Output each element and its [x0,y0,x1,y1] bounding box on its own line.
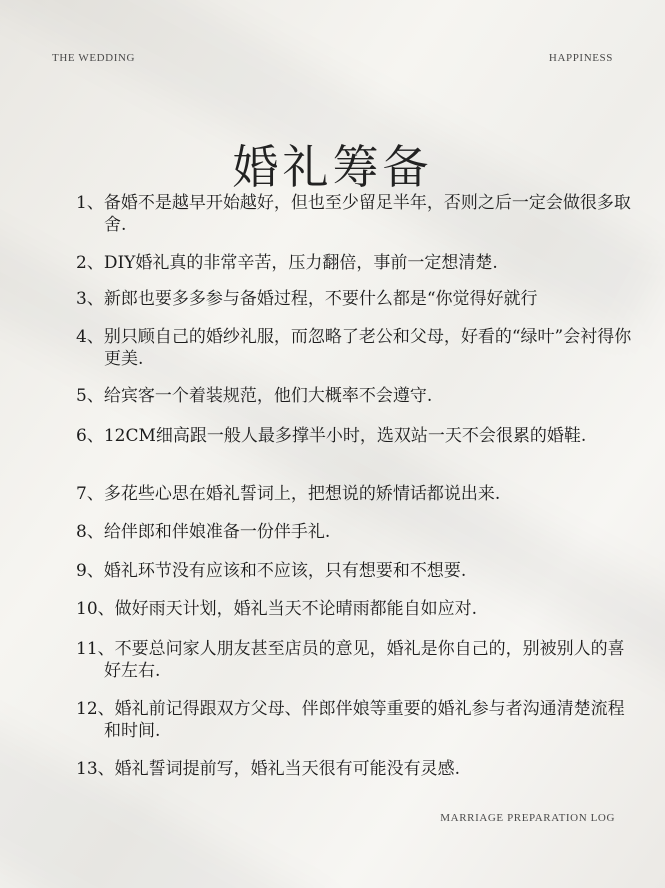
list-item: 12、婚礼前记得跟双方父母、伴郎伴娘等重要的婚礼参与者沟通清楚流程和时间. [76,699,625,741]
list-item: 7、多花些心思在婚礼誓词上，把想说的矫情话都说出来. [76,484,501,504]
list-item: 5、给宾客一个着装规范，他们大概率不会遵守. [76,386,433,406]
list-item: 9、婚礼环节没有应该和不应该，只有想要和不想要. [76,561,467,581]
list-item: 1、备婚不是越早开始越好，但也至少留足半年，否则之后一定会做很多取舍. [76,193,631,235]
list-item: 11、不要总问家人朋友甚至店员的意见，婚礼是你自己的，别被别人的喜好左右. [76,639,625,681]
footer-text: MARRIAGE PREPARATION LOG [440,812,615,824]
list-item: 3、新郎也要多多参与备婚过程，不要什么都是“你觉得好就行 [76,289,538,309]
header-right-text: HAPPINESS [548,52,613,64]
header-left-text: THE WEDDING [52,52,136,64]
list-item: 13、婚礼誓词提前写，婚礼当天很有可能没有灵感. [76,759,461,779]
list-item: 4、别只顾自己的婚纱礼服，而忽略了老公和父母，好看的“绿叶”会衬得你更美. [76,327,632,369]
list-item: 2、DIY婚礼真的非常辛苦，压力翻倍，事前一定想清楚. [76,253,498,273]
list-item: 8、给伴郎和伴娘准备一份伴手礼. [76,522,331,542]
page-title: 婚礼筹备 [232,139,433,194]
light-shadow [0,213,665,697]
list-item: 10、做好雨天计划，婚礼当天不论晴雨都能自如应对. [76,599,478,619]
list-item: 6、12CM细高跟一般人最多撑半小时，选双站一天不会很累的婚鞋. [76,426,587,446]
